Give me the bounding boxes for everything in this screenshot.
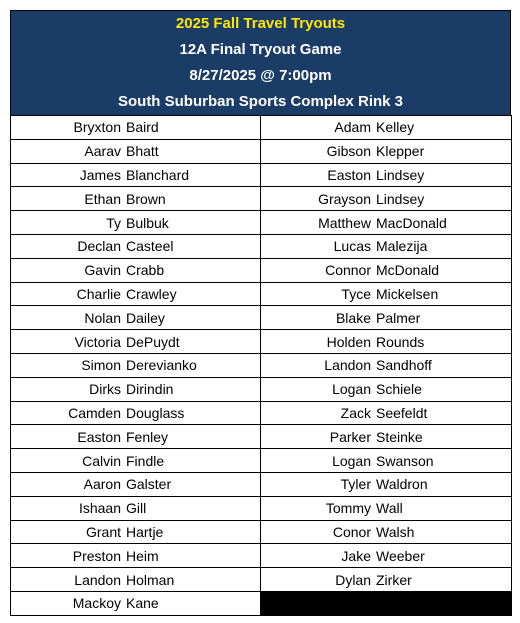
player-last-name: Lindsey	[376, 166, 425, 183]
player-last-name: Wall	[376, 500, 403, 517]
player-first-name: James	[79, 166, 121, 183]
player-first-name: Grant	[85, 523, 121, 540]
player-name	[11, 283, 260, 306]
player-last-name: Schiele	[376, 381, 422, 398]
player-cell	[11, 306, 261, 330]
player-first-name: Bryxton	[73, 119, 121, 136]
player-first-name: Charlie	[76, 285, 121, 302]
player-name	[11, 306, 260, 329]
player-cell	[11, 568, 261, 592]
player-first-name: Landon	[74, 571, 121, 588]
empty-cell	[261, 591, 512, 615]
roster-row	[11, 234, 512, 258]
player-cell	[261, 472, 512, 496]
player-last-name: Kelley	[376, 119, 415, 136]
player-name	[11, 116, 260, 139]
player-cell	[261, 401, 512, 425]
player-first-name: Easton	[77, 428, 121, 445]
player-name	[261, 116, 511, 139]
player-cell	[11, 139, 261, 163]
player-name	[261, 473, 511, 496]
player-last-name: Zirker	[376, 571, 412, 588]
player-first-name: Victoria	[74, 333, 121, 350]
player-name	[261, 140, 511, 163]
player-name	[261, 235, 511, 258]
player-first-name: Matthew	[318, 214, 371, 231]
player-first-name: Aaron	[83, 476, 121, 493]
event-name: 12A Final Tryout Game	[179, 41, 342, 58]
player-first-name: Landon	[324, 357, 371, 374]
player-first-name: Zack	[340, 404, 371, 421]
player-cell	[11, 377, 261, 401]
roster-row	[11, 520, 512, 544]
player-cell	[261, 234, 512, 258]
player-first-name: Parker	[329, 428, 371, 445]
player-cell	[261, 163, 512, 187]
player-last-name: Bulbuk	[126, 214, 169, 231]
player-first-name: Simon	[81, 357, 121, 374]
player-name	[261, 425, 511, 448]
player-first-name: Ty	[106, 214, 121, 231]
player-last-name: Steinke	[376, 428, 423, 445]
roster-row	[11, 353, 512, 377]
player-last-name: Casteel	[126, 238, 174, 255]
player-last-name: Lindsey	[376, 190, 425, 207]
player-cell	[261, 139, 512, 163]
player-last-name: MacDonald	[376, 214, 447, 231]
player-cell	[11, 401, 261, 425]
player-cell	[11, 234, 261, 258]
player-first-name: Aarav	[84, 143, 121, 160]
player-name	[11, 354, 260, 377]
player-first-name: Adam	[334, 119, 371, 136]
player-first-name: Dirks	[89, 381, 121, 398]
player-cell	[11, 425, 261, 449]
player-last-name: Swanson	[376, 452, 434, 469]
player-name	[11, 568, 260, 591]
player-name	[261, 330, 511, 353]
player-first-name: Ishaan	[78, 500, 121, 517]
player-name	[11, 140, 260, 163]
roster-header	[10, 10, 511, 115]
roster-sheet	[10, 10, 511, 616]
player-first-name: Lucas	[333, 238, 371, 255]
player-name	[261, 497, 511, 520]
player-last-name: Heim	[126, 547, 159, 564]
player-first-name: Conor	[332, 523, 371, 540]
event-location: South Suburban Sports Complex Rink 3	[117, 93, 404, 110]
player-last-name: Kane	[126, 595, 159, 612]
roster-row	[11, 449, 512, 473]
roster-row	[11, 377, 512, 401]
player-first-name: Logan	[332, 381, 371, 398]
player-last-name: Galster	[126, 476, 172, 493]
player-first-name: Calvin	[82, 452, 121, 469]
player-name	[11, 187, 260, 210]
player-first-name: Gibson	[326, 143, 371, 160]
player-cell	[261, 330, 512, 354]
player-name	[261, 521, 511, 544]
player-first-name: Ethan	[84, 190, 121, 207]
roster-row	[11, 282, 512, 306]
player-name	[261, 283, 511, 306]
roster-row	[11, 330, 512, 354]
player-last-name: Walsh	[376, 523, 415, 540]
player-last-name: Crawley	[126, 285, 177, 302]
player-last-name: Palmer	[376, 309, 421, 326]
player-first-name: Mackoy	[72, 595, 121, 612]
player-last-name: Waldron	[376, 476, 428, 493]
player-last-name: Fenley	[126, 428, 169, 445]
player-name	[11, 259, 260, 282]
roster-row	[11, 258, 512, 282]
player-cell	[261, 449, 512, 473]
player-first-name: Logan	[332, 452, 371, 469]
roster-row	[11, 472, 512, 496]
player-last-name: Gill	[126, 500, 147, 517]
player-cell	[261, 544, 512, 568]
player-last-name: Brown	[126, 190, 166, 207]
player-cell	[11, 282, 261, 306]
roster-row	[11, 425, 512, 449]
player-name	[261, 306, 511, 329]
player-first-name: Tyler	[340, 476, 371, 493]
player-name	[11, 473, 260, 496]
roster-table	[10, 115, 512, 616]
player-last-name: Findle	[126, 452, 165, 469]
player-name	[11, 211, 260, 234]
player-last-name: McDonald	[376, 262, 440, 279]
player-cell	[11, 353, 261, 377]
player-name	[261, 164, 511, 187]
player-cell	[261, 282, 512, 306]
player-last-name: Douglass	[126, 404, 185, 421]
roster-row	[11, 116, 512, 140]
player-name	[261, 354, 511, 377]
player-cell	[11, 211, 261, 235]
player-name	[261, 187, 511, 210]
player-name	[261, 402, 511, 425]
player-name	[261, 544, 511, 567]
player-last-name: Dailey	[126, 309, 165, 326]
player-first-name: Gavin	[84, 262, 121, 279]
roster-row	[11, 306, 512, 330]
player-last-name: DePuydt	[126, 333, 180, 350]
player-first-name: Holden	[326, 333, 371, 350]
player-cell	[11, 163, 261, 187]
player-cell	[261, 306, 512, 330]
player-cell	[261, 258, 512, 282]
player-cell	[261, 377, 512, 401]
player-name	[11, 544, 260, 567]
player-last-name: Baird	[126, 119, 159, 136]
player-cell	[261, 211, 512, 235]
player-name	[11, 497, 260, 520]
player-name	[11, 521, 260, 544]
player-first-name: Grayson	[318, 190, 371, 207]
tryout-title: 2025 Fall Travel Tryouts	[175, 15, 346, 32]
player-cell	[11, 544, 261, 568]
player-last-name: Sandhoff	[376, 357, 432, 374]
player-name	[11, 402, 260, 425]
player-first-name: Declan	[77, 238, 121, 255]
player-name	[11, 235, 260, 258]
roster-row	[11, 139, 512, 163]
roster-row	[11, 496, 512, 520]
player-name	[261, 259, 511, 282]
player-last-name: Dirindin	[126, 381, 174, 398]
event-datetime: 8/27/2025 @ 7:00pm	[189, 67, 332, 84]
roster-row	[11, 401, 512, 425]
player-first-name: Dylan	[335, 571, 371, 588]
player-name	[11, 449, 260, 472]
player-cell	[11, 472, 261, 496]
player-last-name: Blanchard	[126, 166, 190, 183]
player-cell	[261, 520, 512, 544]
player-cell	[261, 425, 512, 449]
player-cell	[261, 187, 512, 211]
player-first-name: Tommy	[325, 500, 371, 517]
player-cell	[261, 496, 512, 520]
player-last-name: Malezija	[376, 238, 428, 255]
player-cell	[11, 116, 261, 140]
player-name	[261, 568, 511, 591]
player-last-name: Seefeldt	[376, 404, 428, 421]
player-cell	[261, 353, 512, 377]
roster-row	[11, 591, 512, 615]
player-cell	[11, 449, 261, 473]
player-last-name: Bhatt	[126, 143, 159, 160]
player-name	[11, 330, 260, 353]
player-cell	[11, 496, 261, 520]
roster-row	[11, 163, 512, 187]
roster-row	[11, 211, 512, 235]
player-name	[11, 425, 260, 448]
roster-row	[11, 544, 512, 568]
player-cell	[261, 568, 512, 592]
player-first-name: Easton	[327, 166, 371, 183]
player-last-name: Weeber	[376, 547, 425, 564]
player-name	[261, 211, 511, 234]
player-cell	[11, 591, 261, 615]
player-first-name: Blake	[335, 309, 371, 326]
player-last-name: Mickelsen	[376, 285, 439, 302]
roster-row	[11, 187, 512, 211]
player-last-name: Hartje	[126, 523, 164, 540]
player-cell	[11, 187, 261, 211]
player-cell	[261, 116, 512, 140]
player-cell	[11, 258, 261, 282]
player-first-name: Camden	[68, 404, 121, 421]
player-cell	[11, 520, 261, 544]
player-last-name: Holman	[126, 571, 175, 588]
player-name	[11, 378, 260, 401]
roster-row	[11, 568, 512, 592]
player-first-name: Jake	[341, 547, 371, 564]
player-last-name: Derevianko	[126, 357, 197, 374]
player-name	[261, 378, 511, 401]
player-last-name: Rounds	[376, 333, 425, 350]
player-cell	[11, 330, 261, 354]
player-last-name: Crabb	[126, 262, 165, 279]
player-first-name: Connor	[325, 262, 371, 279]
player-first-name: Tyce	[341, 285, 371, 302]
player-first-name: Preston	[72, 547, 121, 564]
player-last-name: Klepper	[376, 143, 425, 160]
player-name	[11, 164, 260, 187]
player-first-name: Nolan	[84, 309, 121, 326]
player-name	[261, 449, 511, 472]
player-name	[11, 592, 260, 615]
